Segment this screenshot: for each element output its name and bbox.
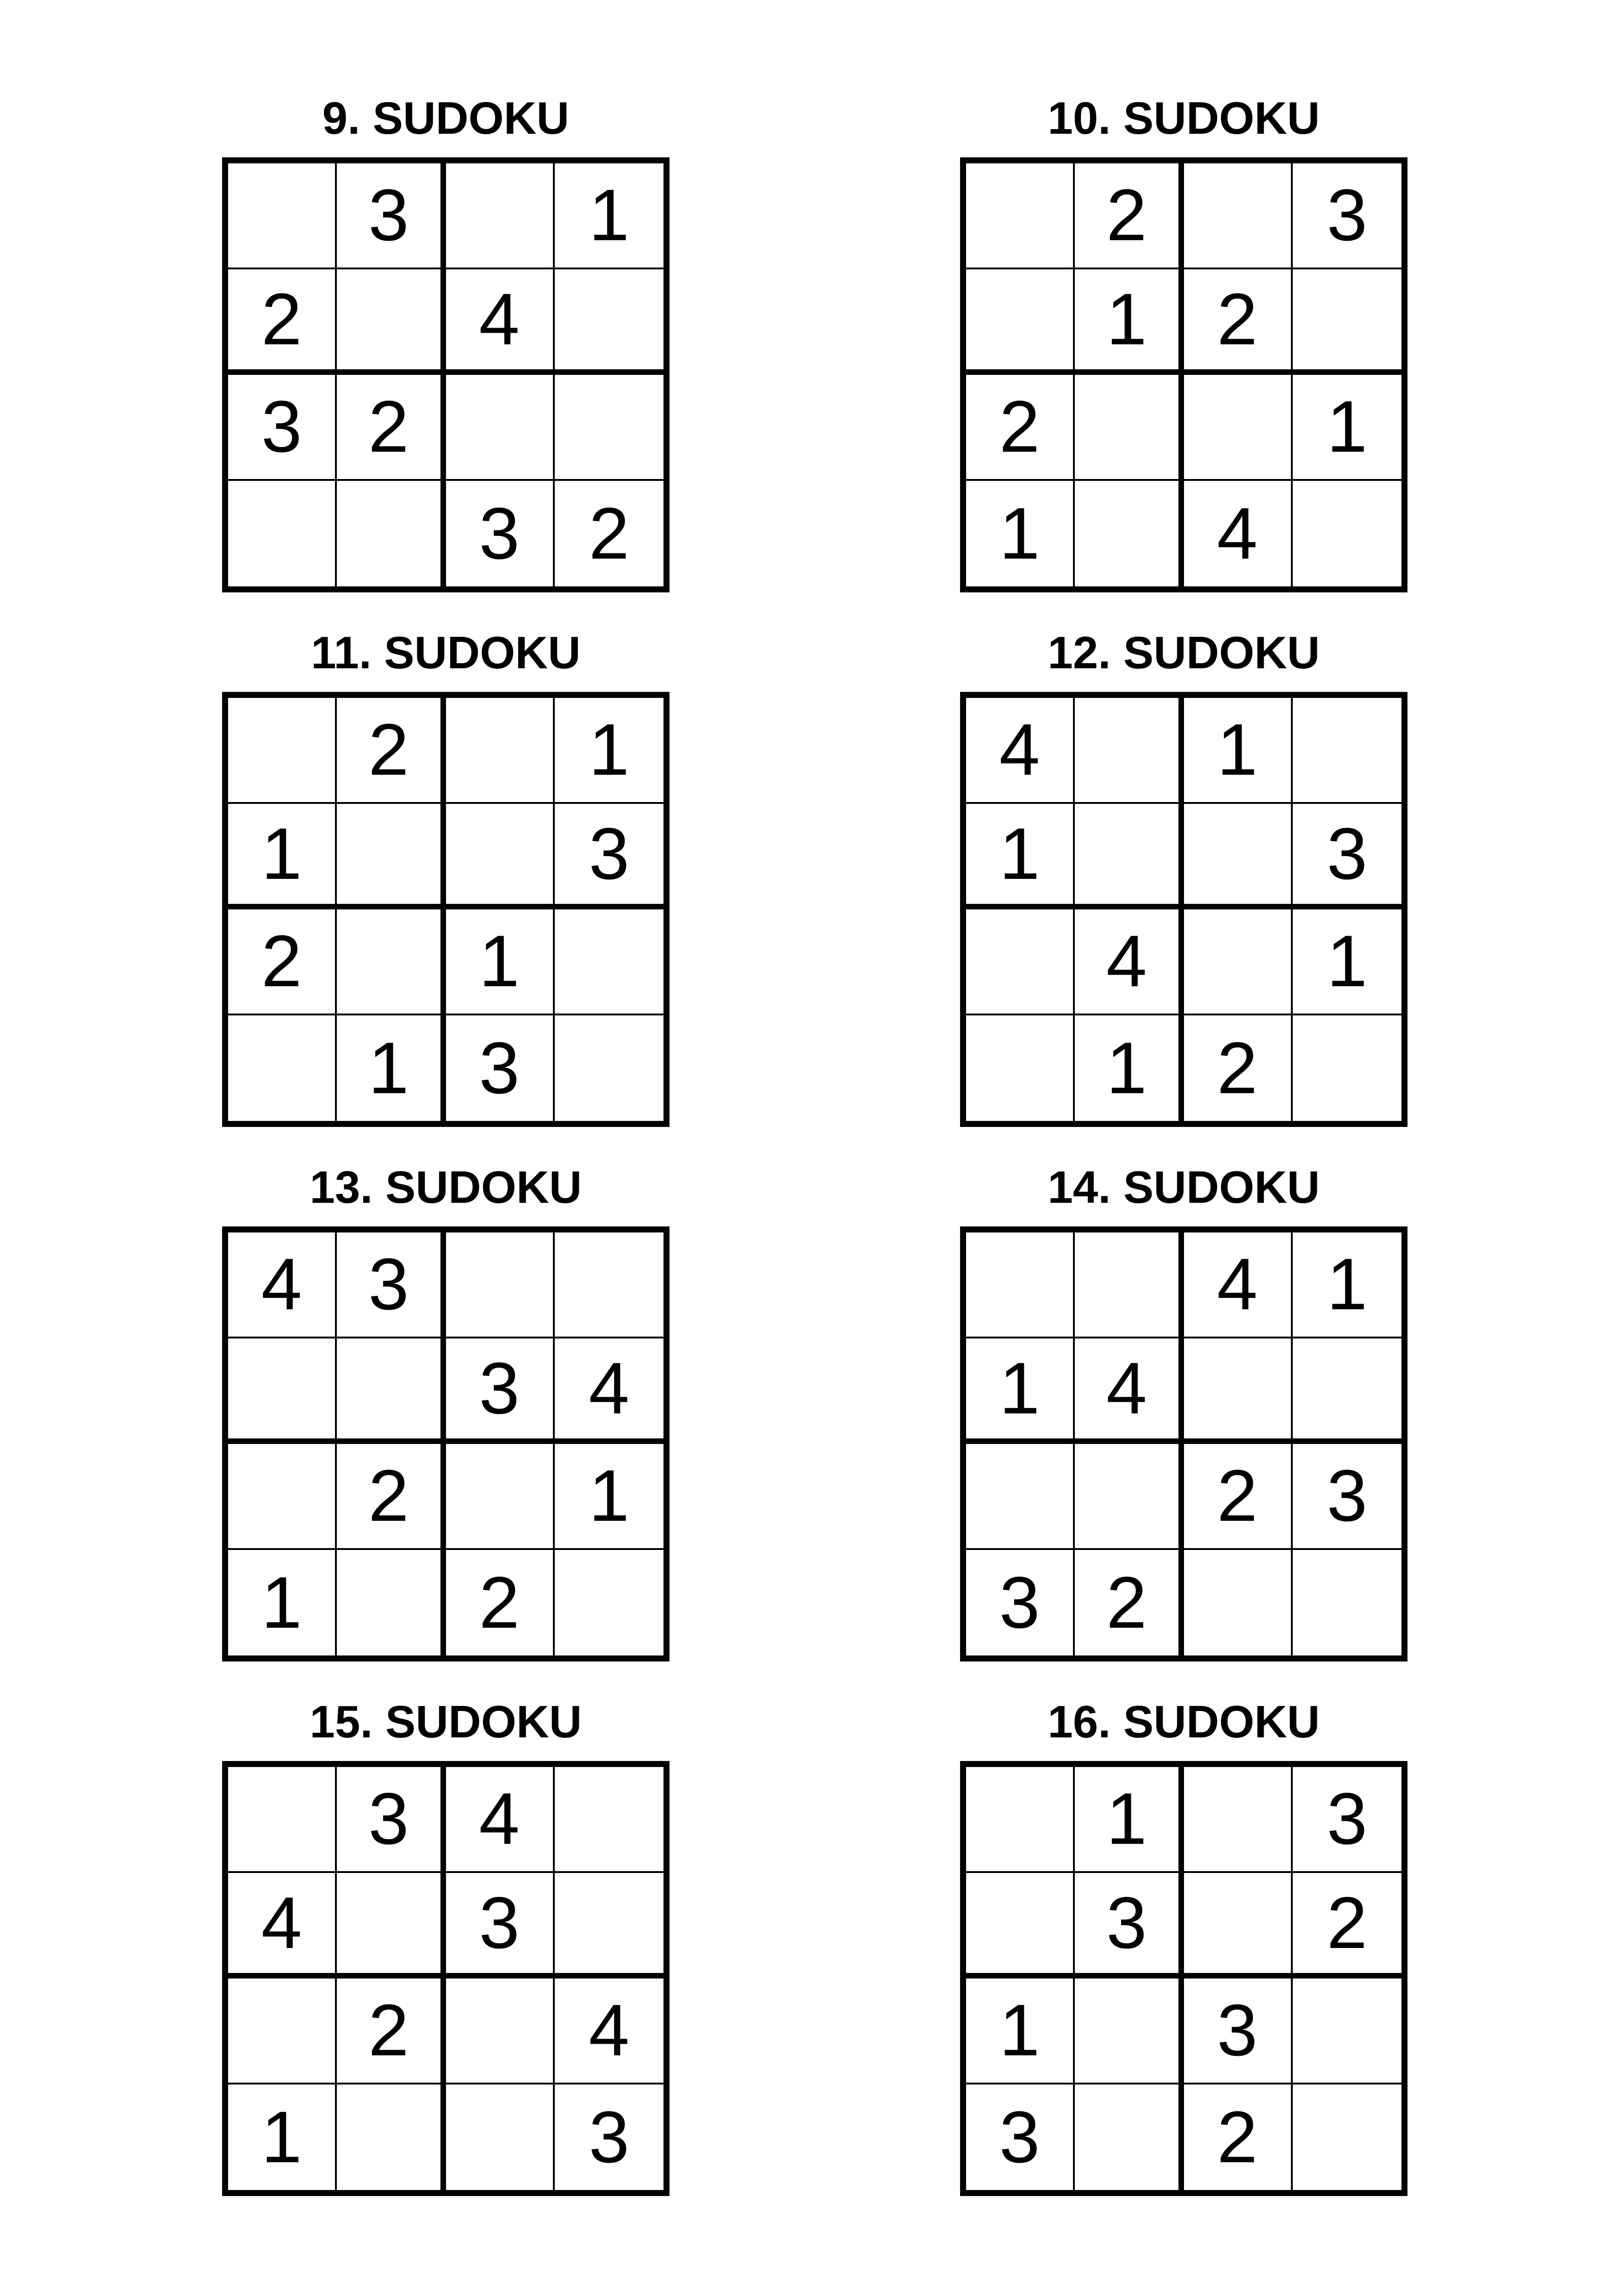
sudoku-cell[interactable] [337,909,446,1015]
sudoku-cell[interactable] [446,1444,555,1550]
sudoku-cell[interactable]: 2 [1075,1550,1184,1656]
sudoku-cell[interactable] [337,1873,446,1979]
sudoku-cell[interactable] [228,163,337,269]
sudoku-cell[interactable] [966,909,1075,1015]
sudoku-cell[interactable] [1184,1338,1293,1444]
sudoku-cell[interactable]: 1 [1184,698,1293,804]
sudoku-cell[interactable]: 3 [337,163,446,269]
sudoku-cell[interactable] [1293,269,1401,375]
sudoku-cell[interactable] [555,1015,663,1121]
sudoku-cell[interactable]: 2 [228,269,337,375]
sudoku-cell[interactable]: 2 [1184,269,1293,375]
sudoku-cell[interactable]: 1 [966,1338,1075,1444]
sudoku-cell[interactable] [966,1767,1075,1873]
sudoku-cell[interactable]: 2 [228,909,337,1015]
sudoku-cell[interactable] [1075,1979,1184,2084]
sudoku-cell[interactable] [966,1015,1075,1121]
sudoku-cell[interactable] [1184,163,1293,269]
sudoku-cell[interactable]: 3 [555,804,663,910]
puzzle-title: 14. SUDOKU [1048,1162,1320,1213]
sudoku-grid [960,692,1407,1127]
sudoku-cell[interactable] [555,909,663,1015]
puzzle-title: 11. SUDOKU [311,627,581,678]
sudoku-grid [960,1761,1407,2196]
sudoku-grid [222,157,670,592]
sudoku-cell[interactable]: 2 [1184,2084,1293,2190]
sudoku-cell[interactable]: 1 [1293,375,1401,481]
sudoku-cell[interactable] [337,2084,446,2190]
sudoku-cell[interactable]: 1 [555,698,663,804]
sudoku-cell[interactable] [555,1767,663,1873]
sudoku-cell[interactable]: 2 [1075,163,1184,269]
sudoku-cell[interactable] [1293,481,1401,587]
puzzle-title: 12. SUDOKU [1048,627,1320,678]
sudoku-cell[interactable] [228,1767,337,1873]
sudoku-cell[interactable] [446,2084,555,2190]
sudoku-cell[interactable] [555,1232,663,1338]
sudoku-cell[interactable]: 2 [966,375,1075,481]
sudoku-cell[interactable] [228,481,337,587]
sudoku-cell[interactable] [446,375,555,481]
puzzle-title: 10. SUDOKU [1048,93,1320,143]
sudoku-cell[interactable]: 2 [337,698,446,804]
sudoku-cell[interactable] [1293,2084,1401,2190]
sudoku-cell[interactable]: 4 [555,1338,663,1444]
sudoku-cell[interactable]: 1 [228,1550,337,1656]
sudoku-cell[interactable]: 4 [1184,481,1293,587]
sudoku-cell[interactable] [337,1550,446,1656]
sudoku-cell[interactable]: 2 [337,1444,446,1550]
sudoku-cell[interactable]: 1 [966,481,1075,587]
sudoku-cell[interactable] [966,1444,1075,1550]
puzzle-title: 16. SUDOKU [1048,1696,1320,1747]
sudoku-cell[interactable] [555,1873,663,1979]
sudoku-cell[interactable] [1075,481,1184,587]
sudoku-cell[interactable] [1293,1338,1401,1444]
sudoku-cell[interactable]: 2 [1184,1015,1293,1121]
sudoku-cell[interactable]: 4 [1075,909,1184,1015]
sudoku-cell[interactable] [1184,1873,1293,1979]
sudoku-cell[interactable] [966,1873,1075,1979]
sudoku-cell[interactable] [446,163,555,269]
sudoku-cell[interactable] [1184,909,1293,1015]
sudoku-cell[interactable]: 1 [555,1444,663,1550]
sudoku-cell[interactable] [337,481,446,587]
sudoku-cell[interactable] [228,1015,337,1121]
sudoku-cell[interactable]: 3 [1075,1873,1184,1979]
sudoku-cell[interactable]: 1 [966,1979,1075,2084]
sudoku-cell[interactable]: 1 [1075,269,1184,375]
sudoku-cell[interactable] [446,1232,555,1338]
sudoku-cell[interactable]: 4 [228,1873,337,1979]
sudoku-cell[interactable]: 1 [446,909,555,1015]
sudoku-grid [960,157,1407,592]
sudoku-cell[interactable] [555,375,663,481]
sudoku-cell[interactable] [555,269,663,375]
sudoku-cell[interactable] [1184,804,1293,910]
sudoku-cell[interactable] [966,269,1075,375]
sudoku-cell[interactable]: 2 [337,375,446,481]
puzzle-title: 9. SUDOKU [322,93,570,143]
sudoku-cell[interactable] [228,1338,337,1444]
sudoku-grid [222,1226,670,1661]
sudoku-cell[interactable] [1075,2084,1184,2190]
sudoku-cell[interactable] [1184,375,1293,481]
sudoku-cell[interactable]: 1 [1075,1767,1184,1873]
sudoku-cell[interactable]: 1 [1075,1015,1184,1121]
sudoku-cell[interactable]: 2 [1184,1444,1293,1550]
sudoku-cell[interactable]: 1 [966,804,1075,910]
sudoku-cell[interactable] [228,1979,337,2084]
sudoku-cell[interactable] [1293,698,1401,804]
sudoku-grid [222,1761,670,2196]
sudoku-cell[interactable] [1293,1550,1401,1656]
sudoku-cell[interactable]: 2 [1293,1873,1401,1979]
sudoku-cell[interactable] [1293,1015,1401,1121]
sudoku-cell[interactable]: 3 [446,481,555,587]
sudoku-cell[interactable]: 2 [446,1550,555,1656]
sudoku-cell[interactable]: 1 [555,163,663,269]
sudoku-cell[interactable]: 3 [446,1873,555,1979]
sudoku-cell[interactable] [337,1338,446,1444]
sudoku-cell[interactable]: 4 [555,1979,663,2084]
sudoku-cell[interactable]: 3 [446,1338,555,1444]
sudoku-cell[interactable]: 1 [228,2084,337,2190]
sudoku-grid [960,1226,1407,1661]
sudoku-cell[interactable]: 4 [1075,1338,1184,1444]
sudoku-cell[interactable]: 2 [589,492,630,574]
sudoku-cell[interactable] [446,1979,555,2084]
sudoku-cell[interactable]: 2 [337,1979,446,2084]
sudoku-cell[interactable] [228,1444,337,1550]
sudoku-cell[interactable] [1075,1444,1184,1550]
sudoku-cell[interactable] [228,698,337,804]
sudoku-cell[interactable] [1075,804,1184,910]
sudoku-cell[interactable] [446,804,555,910]
puzzle-title: 15. SUDOKU [310,1696,582,1747]
sudoku-cell[interactable]: 4 [446,269,555,375]
sudoku-cell[interactable]: 3 [337,1232,446,1338]
sudoku-cell[interactable]: 1 [1293,1232,1401,1338]
sudoku-cell[interactable] [966,163,1075,269]
sudoku-cell[interactable]: 3 [337,1767,446,1873]
sudoku-cell[interactable]: 1 [228,804,337,910]
sudoku-grid [222,692,670,1127]
sudoku-cell[interactable]: 4 [1184,1232,1293,1338]
sudoku-cell[interactable]: 4 [966,698,1075,804]
sudoku-cell[interactable] [1293,1979,1401,2084]
sudoku-cell[interactable]: 1 [1293,909,1401,1015]
sudoku-cell[interactable]: 4 [446,1767,555,1873]
sudoku-cell[interactable]: 1 [337,1015,446,1121]
sudoku-cell[interactable]: 3 [1184,1979,1293,2084]
sudoku-cell[interactable] [1075,1232,1184,1338]
sudoku-cell[interactable]: 3 [1293,1767,1401,1873]
sudoku-cell[interactable]: 3 [228,375,337,481]
sudoku-cell[interactable]: 3 [1293,804,1401,910]
sudoku-cell[interactable] [337,804,446,910]
sudoku-cell[interactable]: 3 [589,2096,630,2178]
sudoku-cell[interactable] [1184,1550,1293,1656]
sudoku-cell[interactable] [1075,375,1184,481]
sudoku-cell[interactable] [446,698,555,804]
sudoku-cell[interactable]: 3 [966,2084,1075,2190]
sudoku-cell[interactable] [1075,698,1184,804]
sudoku-cell[interactable]: 3 [446,1015,555,1121]
sudoku-cell[interactable]: 3 [1293,163,1401,269]
sudoku-cell[interactable] [555,1550,663,1656]
sudoku-cell[interactable] [966,1232,1075,1338]
sudoku-cell[interactable]: 3 [966,1550,1075,1656]
puzzle-title: 13. SUDOKU [310,1162,582,1213]
sudoku-cell[interactable] [1184,1767,1293,1873]
sudoku-cell[interactable]: 3 [1293,1444,1401,1550]
sudoku-cell[interactable]: 4 [228,1232,337,1338]
sudoku-cell[interactable] [337,269,446,375]
